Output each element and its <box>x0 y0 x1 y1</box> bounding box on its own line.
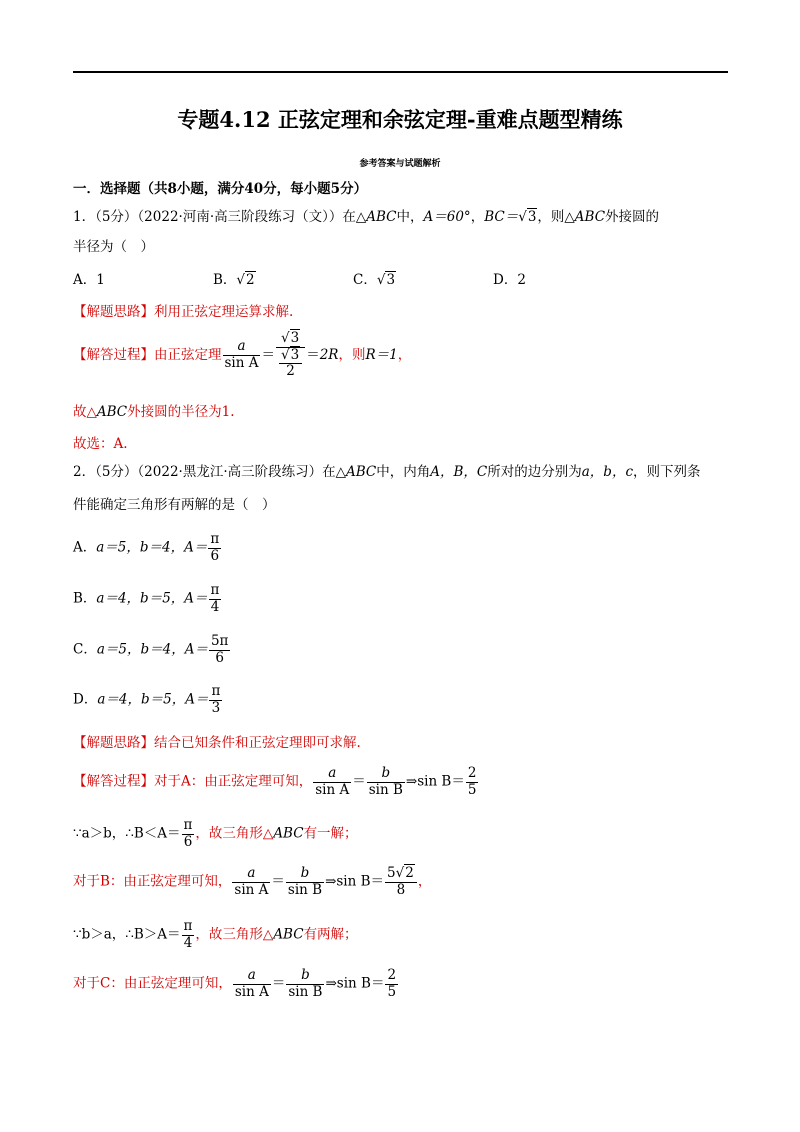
fraction: $\frac{b}{\text{sin B}}$ <box>288 967 323 1000</box>
q2-stem-line2: 件能确定三角形有两解的是（ ） <box>73 497 276 513</box>
q2-reason-a: ∵a＞b，∴B＜A＝ $\frac{\pi}{6}$ ，故三角形△ABC有一解； <box>73 817 358 850</box>
q1-option-d: D．2 <box>493 272 526 288</box>
q2-process-b: 对于B：由正弦定理可知， $\frac{a}{\text{sin A}}$ ＝ $\frac{b}{\text{sin B}}$ ⇒sin B＝ $\frac{5√2}{8}$ ， <box>73 865 432 898</box>
page-title: 专题4.12 正弦定理和余弦定理-重难点题型精练 <box>177 107 623 132</box>
q2-option-d: D．a＝4，b＝5，A＝ $\frac{\pi}{3}$ <box>73 683 221 716</box>
page-subtitle: 参考答案与试题解析 <box>359 159 441 169</box>
q1-stem-line1: 1．（5分）（2022·河南·高三阶段练习（文））在△ABC中，A＝60°，BC＝√3，则△ABC外接圆的 <box>73 209 660 225</box>
fraction: $\frac{\pi}{4}$ <box>183 918 193 951</box>
q2-process-a: 【解答过程】对于A：由正弦定理可知， $\frac{a}{\text{sin A}}$ ＝ $\frac{b}{\text{sin B}}$ ⇒sin B＝ $\frac{2}{5}$ <box>73 765 477 798</box>
q1-solution-idea: 【解题思路】利用正弦定理运算求解. <box>73 304 294 320</box>
fraction: $\frac{a}{\text{sin A}}$ <box>234 967 269 1000</box>
fraction: $\frac{a}{\text{sin A}}$ <box>234 865 269 898</box>
q1-solution-process: 【解答过程】由正弦定理 $\frac{a}{\text{sin A}}$ ＝ $\frac{√3}{\frac{√3}{2}}$ ＝2R，则R＝1， <box>73 330 412 380</box>
fraction: $\frac{√3}{\frac{√3}{2}}$ <box>276 331 305 380</box>
q2-option-b: B．a＝4，b＝5，A＝ $\frac{\pi}{4}$ <box>73 582 220 615</box>
fraction: $\frac{5√2}{8}$ <box>385 866 417 898</box>
fraction: $\frac{a}{\text{sin A}}$ <box>315 765 350 798</box>
fraction: $\frac{5\pi}{6}$ <box>210 633 229 666</box>
header-rule <box>73 71 728 73</box>
section-heading: 一．选择题（共8小题，满分40分，每小题5分） <box>73 181 368 197</box>
q1-option-a: A．1 <box>73 272 105 288</box>
fraction: $\frac{2}{5}$ <box>387 967 397 1000</box>
q2-stem-line1: 2．（5分）（2022·黑龙江·高三阶段练习）在△ABC中，内角A，B，C所对的边分别为a，b，c，则下列条 <box>73 464 701 480</box>
fraction: $\frac{b}{\text{sin B}}$ <box>368 765 403 798</box>
q2-option-a: A．a＝5，b＝4，A＝ $\frac{\pi}{6}$ <box>73 531 220 564</box>
fraction: $\frac{\pi}{3}$ <box>211 683 221 716</box>
q2-option-c: C．a＝5，b＝4，A＝ $\frac{5\pi}{6}$ <box>73 633 229 666</box>
q2-process-c: 对于C：由正弦定理可知， $\frac{a}{\text{sin A}}$ ＝ $\frac{b}{\text{sin B}}$ ⇒sin B＝ $\frac{2}{5}$ <box>73 967 397 1000</box>
fraction: $\frac{a}{\text{sin A}}$ <box>224 338 259 371</box>
q2-reason-b: ∵b＞a，∴B＞A＝ $\frac{\pi}{4}$ ，故三角形△ABC有两解； <box>73 918 358 951</box>
fraction: $\frac{\pi}{6}$ <box>210 531 220 564</box>
q1-option-c: C．√3 <box>353 272 396 288</box>
fraction: $\frac{\pi}{4}$ <box>210 582 220 615</box>
fraction: $\frac{2}{5}$ <box>467 765 477 798</box>
q1-answer: 故选：A. <box>73 436 128 452</box>
q1-conclusion: 故△ABC外接圆的半径为1. <box>73 404 235 420</box>
q1-stem-line2: 半径为（ ） <box>73 239 154 255</box>
fraction: $\frac{\pi}{6}$ <box>183 817 193 850</box>
fraction: $\frac{b}{\text{sin B}}$ <box>287 865 323 898</box>
q1-option-b: B．√2 <box>213 272 255 288</box>
q2-solution-idea: 【解题思路】结合已知条件和正弦定理即可求解. <box>73 735 361 751</box>
